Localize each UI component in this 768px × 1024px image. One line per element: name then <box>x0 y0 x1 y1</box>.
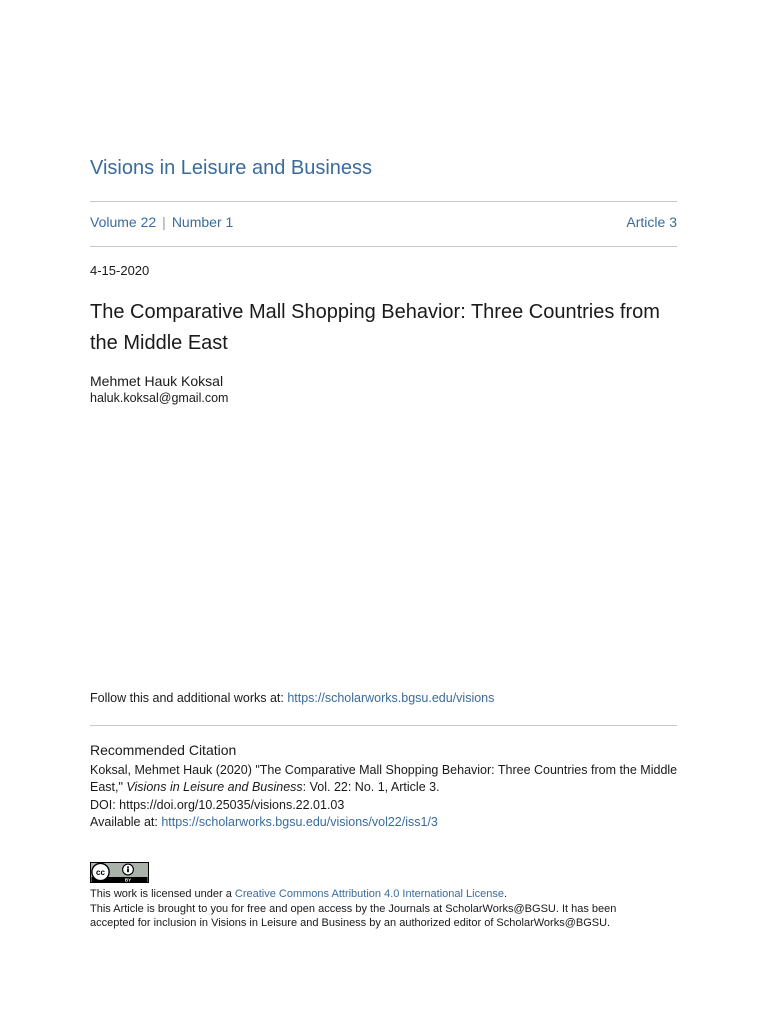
citation-line-2 <box>90 779 682 796</box>
license-line-3: accepted for inclusion in Visions in Leisure and Business by an authorized editor of ScholarWorks@BGSU. <box>90 917 611 930</box>
creative-commons-by-icon[interactable] <box>90 862 149 883</box>
author-email: haluk.koksal@gmail.com <box>90 391 229 405</box>
issue-separator: | <box>162 214 166 230</box>
author-name: Mehmet Hauk Koksal <box>90 373 224 389</box>
volume-link[interactable]: Volume 22 <box>90 214 157 230</box>
license-suffix: . <box>503 888 508 900</box>
license-prefix: This work is licensed under a <box>90 888 235 900</box>
collection-link[interactable]: https://scholarworks.bgsu.edu/visions <box>287 691 495 705</box>
citation-journal: Visions in Leisure and Business <box>126 780 303 795</box>
citation-line-2-start: East," <box>90 780 127 795</box>
license-notice <box>90 887 690 931</box>
article-link[interactable]: Article 3 <box>626 214 677 230</box>
issue-divider <box>90 246 677 247</box>
recommended-citation-body <box>90 762 682 831</box>
citation-doi: DOI: https://doi.org/10.25035/visions.22.01.03 <box>90 797 345 812</box>
license-line-1 <box>90 887 690 902</box>
citation-line-1: Koksal, Mehmet Hauk (2020) "The Comparative Mall Shopping Behavior: Three Countries from the Middle <box>90 763 678 777</box>
cc-by-text: BY <box>124 877 132 883</box>
follow-line <box>90 691 494 705</box>
recommended-citation-heading: Recommended Citation <box>90 742 237 758</box>
issue-info <box>90 214 233 230</box>
citation-line-2-end: : Vol. 22: No. 1, Article 3. <box>302 780 440 795</box>
license-line-2: This Article is brought to you for free and open access by the Journals at ScholarWorks@BGSU. It has been <box>90 902 617 915</box>
available-label: Available at: <box>90 814 162 829</box>
number-link[interactable]: Number 1 <box>171 214 234 230</box>
article-url-link[interactable]: https://scholarworks.bgsu.edu/visions/vol22/iss1/3 <box>161 814 438 829</box>
publication-date: 4-15-2020 <box>90 263 150 278</box>
citation-divider <box>90 725 677 726</box>
header-divider <box>90 201 677 202</box>
article-title: The Comparative Mall Shopping Behavior: Three Countries from the Middle East <box>90 301 660 354</box>
journal-title-link[interactable]: Visions in Leisure and Business <box>90 157 373 179</box>
follow-text: Follow this and additional works at: <box>90 691 288 705</box>
citation-available <box>90 814 682 831</box>
license-link[interactable]: Creative Commons Attribution 4.0 International License <box>234 888 504 900</box>
svg-text:cc: cc <box>96 867 105 877</box>
